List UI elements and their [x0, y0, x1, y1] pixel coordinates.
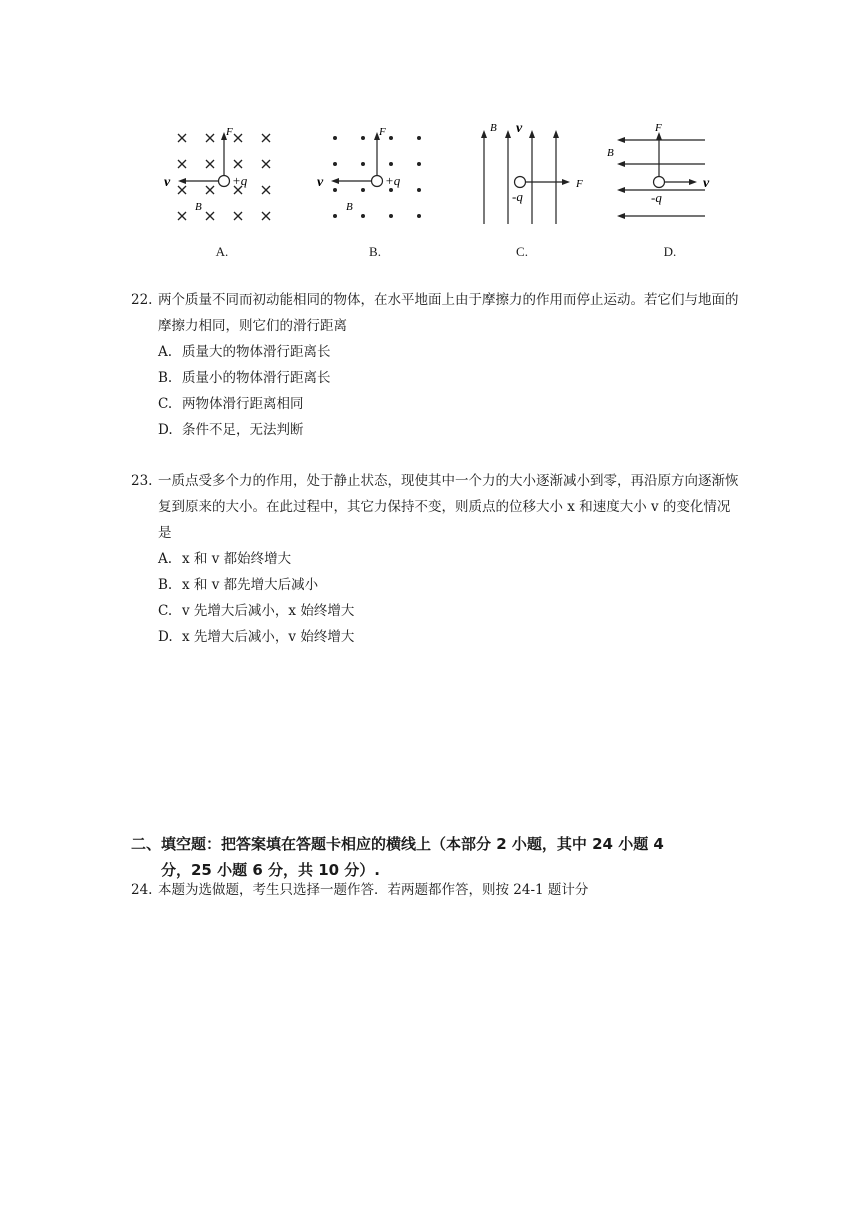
field-lines: [623, 140, 705, 216]
option-d: [131, 624, 741, 650]
question-number: 23.: [131, 473, 153, 489]
option-letter: D.: [158, 629, 173, 645]
option-letter: A.: [158, 344, 173, 360]
magnetic-force-figures: [160, 118, 750, 268]
field-label: B: [346, 201, 353, 213]
question-number: 22.: [131, 292, 153, 308]
figure-a: [160, 118, 290, 259]
velocity-label: v: [317, 175, 324, 190]
question-text: 本题为选做题，考生只选择一题作答．若两题都作答，则按 24-1 题计分: [158, 882, 589, 898]
field-label: B: [195, 201, 202, 213]
option-text: x 和 v 都先增大后减小: [182, 577, 319, 593]
charge-label: -q: [651, 190, 662, 205]
figure-c-label: C.: [516, 244, 528, 259]
velocity-label: v: [164, 175, 171, 190]
figure-d-diagram: [605, 118, 750, 233]
section-heading-line2: 分，25 小题 6 分，共 10 分）.: [161, 861, 380, 879]
field-arrowheads: [617, 137, 625, 219]
figure-d: [605, 118, 750, 259]
option-a: [131, 546, 741, 572]
question-text: 两个质量不同而初动能相同的物体，在水平地面上由于摩擦力的作用而停止运动。若它们与地面的摩擦力相同，则它们的滑行距离: [158, 292, 739, 334]
charge-circle: [654, 177, 665, 188]
option-letter: D.: [158, 422, 173, 438]
velocity-arrowhead: [331, 178, 339, 184]
charge-label: +q: [232, 173, 248, 188]
option-letter: B.: [158, 577, 173, 593]
charge-circle: [372, 176, 383, 187]
option-text: 质量小的物体滑行距离长: [182, 370, 331, 386]
option-letter: C.: [158, 396, 173, 412]
option-d: [131, 417, 741, 443]
figure-c-diagram: [470, 118, 600, 233]
velocity-arrowhead: [689, 179, 697, 185]
figure-a-diagram: [160, 118, 290, 233]
field-label: B: [490, 122, 497, 134]
option-text: x 和 v 都始终增大: [182, 551, 292, 567]
question-stem: [131, 287, 741, 339]
section-heading: [131, 831, 751, 883]
option-text: 两物体滑行距离相同: [182, 396, 304, 412]
question-text: 一质点受多个力的作用，处于静止状态，现使其中一个力的大小逐渐减小到零，再沿原方向逐渐恢复到原来的大小。在此过程中，其它力保持不变，则质点的位移大小 x 和速度大小 v 的变化情况是: [158, 473, 739, 541]
figure-b-label: B.: [369, 244, 381, 259]
option-text: x 先增大后减小，v 始终增大: [182, 629, 355, 645]
option-letter: C.: [158, 603, 173, 619]
force-label: F: [379, 126, 386, 138]
charge-circle: [219, 176, 230, 187]
option-text: v 先增大后减小，x 始终增大: [182, 603, 355, 619]
field-label: B: [607, 147, 614, 159]
option-letter: A.: [158, 551, 173, 567]
charge-label: +q: [385, 173, 401, 188]
option-letter: B.: [158, 370, 173, 386]
section-heading-line1: 二、填空题：把答案填在答题卡相应的横线上（本部分 2 小题，其中 24 小题 4: [131, 835, 664, 853]
option-c: [131, 598, 741, 624]
question-23: [131, 468, 741, 650]
force-label: F: [226, 126, 233, 138]
force-label: F: [655, 122, 662, 134]
option-c: [131, 391, 741, 417]
option-a: [131, 339, 741, 365]
option-b: [131, 572, 741, 598]
question-number: 24.: [131, 882, 153, 898]
velocity-arrowhead: [178, 178, 186, 184]
figure-b-diagram: [313, 118, 443, 233]
option-text: 质量大的物体滑行距离长: [182, 344, 331, 360]
figure-a-label: A.: [215, 244, 229, 259]
figure-b: [313, 118, 443, 259]
force-arrowhead: [562, 179, 570, 185]
figure-c: [470, 118, 600, 259]
charge-label: -q: [512, 189, 523, 204]
figure-d-label: D.: [663, 244, 677, 259]
velocity-label: v: [703, 176, 710, 191]
option-b: [131, 365, 741, 391]
velocity-label: v: [516, 121, 523, 136]
question-stem: [131, 468, 741, 546]
question-24: [131, 878, 751, 902]
question-22: [131, 287, 741, 443]
option-text: 条件不足，无法判断: [182, 422, 304, 438]
charge-circle: [515, 177, 526, 188]
force-label: F: [576, 178, 583, 190]
